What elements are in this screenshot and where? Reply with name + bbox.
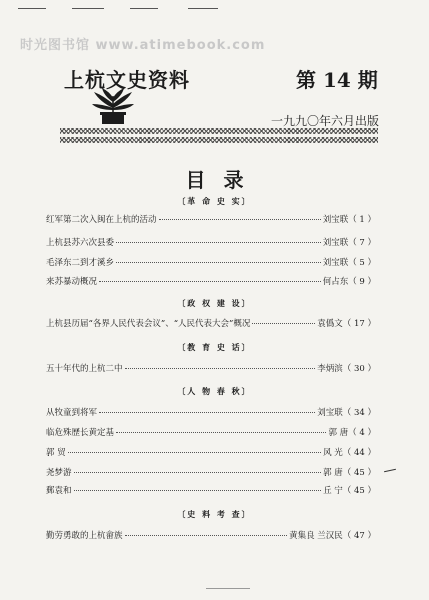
entry-author-page: 风 光（ 44 ）: [323, 448, 376, 458]
entry-author-page: 刘宝联（ 1 ）: [322, 215, 376, 225]
toc-title: 目录: [185, 168, 262, 192]
section-heading: 〔人 物 春 秋〕: [177, 387, 252, 396]
entry-title: 临危殊歷长黄定基: [46, 428, 115, 438]
section-heading: 〔史 料 考 查〕: [177, 510, 252, 519]
watermark: 时光图书馆 www.atimebook.com: [20, 38, 266, 53]
leader-dots: [116, 432, 326, 433]
leader-dots: [68, 452, 321, 453]
toc-entry: [46, 362, 376, 374]
top-rule: [72, 8, 104, 9]
top-rule: [130, 8, 158, 9]
entry-author-page: 刘宝联（ 5 ）: [322, 258, 376, 268]
entry-author-page: 何占东（ 9 ）: [322, 277, 376, 287]
entry-title: 上杭县苏六次县委: [46, 238, 115, 248]
toc-entry: [46, 484, 376, 496]
journal-title: 上杭文史资料: [64, 68, 190, 92]
toc-entry: [46, 213, 376, 225]
toc-entry: [46, 406, 376, 418]
leader-dots: [116, 242, 321, 243]
section-heading: 〔政 权 建 设〕: [177, 299, 252, 308]
entry-author-page: 袁僞文（ 17 ）: [317, 319, 376, 329]
leader-dots: [74, 472, 322, 473]
toc-entry: [46, 275, 376, 287]
toc-entry: [46, 426, 376, 438]
leader-dots: [116, 262, 321, 263]
leader-dots: [99, 281, 321, 282]
decorative-band: [60, 128, 378, 134]
leader-dots: [125, 368, 316, 369]
entry-title: 郵袁和: [46, 486, 72, 496]
decorative-band: [60, 137, 378, 143]
leader-dots: [125, 535, 288, 536]
potted-plant-icon: [92, 88, 134, 126]
entry-author-page: 丘 宁（ 45 ）: [323, 486, 376, 496]
entry-title: 五十年代的上杭二中: [46, 364, 123, 374]
pen-mark: [384, 469, 396, 472]
section-heading: 〔革 命 史 实〕: [177, 197, 252, 206]
toc-entry: [46, 256, 376, 268]
entry-title: 从牧童到将军: [46, 408, 98, 418]
issue-number: 第 14 期: [296, 68, 378, 92]
entry-title: 上杭县历届“各界人民代表会议”、“人民代表大会”概况: [46, 319, 251, 329]
toc-entry: [46, 529, 376, 541]
toc-entry: [46, 317, 376, 329]
leader-dots: [99, 412, 315, 413]
entry-author-page: 郭 唐（ 45 ）: [323, 468, 376, 478]
toc-entry: [46, 236, 376, 248]
leader-dots: [74, 490, 322, 491]
entry-title: 郭 贸: [46, 448, 66, 458]
entry-author-page: 刘宝联（ 34 ）: [317, 408, 376, 418]
entry-title: 毛泽东二到才溪乡: [46, 258, 115, 268]
top-rule: [188, 8, 218, 9]
entry-author-page: 李炳滨（ 30 ）: [317, 364, 376, 374]
entry-title: 来苏暴动概况: [46, 277, 98, 287]
toc-entry: [46, 466, 376, 478]
entry-author-page: 刘宝联（ 7 ）: [322, 238, 376, 248]
publication-date: 一九九〇年六月出版: [271, 114, 380, 128]
entry-title: 尧梦游: [46, 468, 72, 478]
section-heading: 〔教 育 史 话〕: [177, 343, 252, 352]
toc-entry: [46, 446, 376, 458]
entry-author-page: 郭 唐（ 4 ）: [328, 428, 376, 438]
top-rule: [18, 8, 46, 9]
entry-title: 勤劳勇敢的上杭畲族: [46, 531, 123, 541]
leader-dots: [159, 219, 321, 220]
entry-title: 红军第二次入闽在上杭的活动: [46, 215, 157, 225]
leader-dots: [252, 323, 315, 324]
entry-author-page: 黄集良 兰汉民（ 47 ）: [289, 531, 376, 541]
bottom-rule: [206, 588, 250, 589]
